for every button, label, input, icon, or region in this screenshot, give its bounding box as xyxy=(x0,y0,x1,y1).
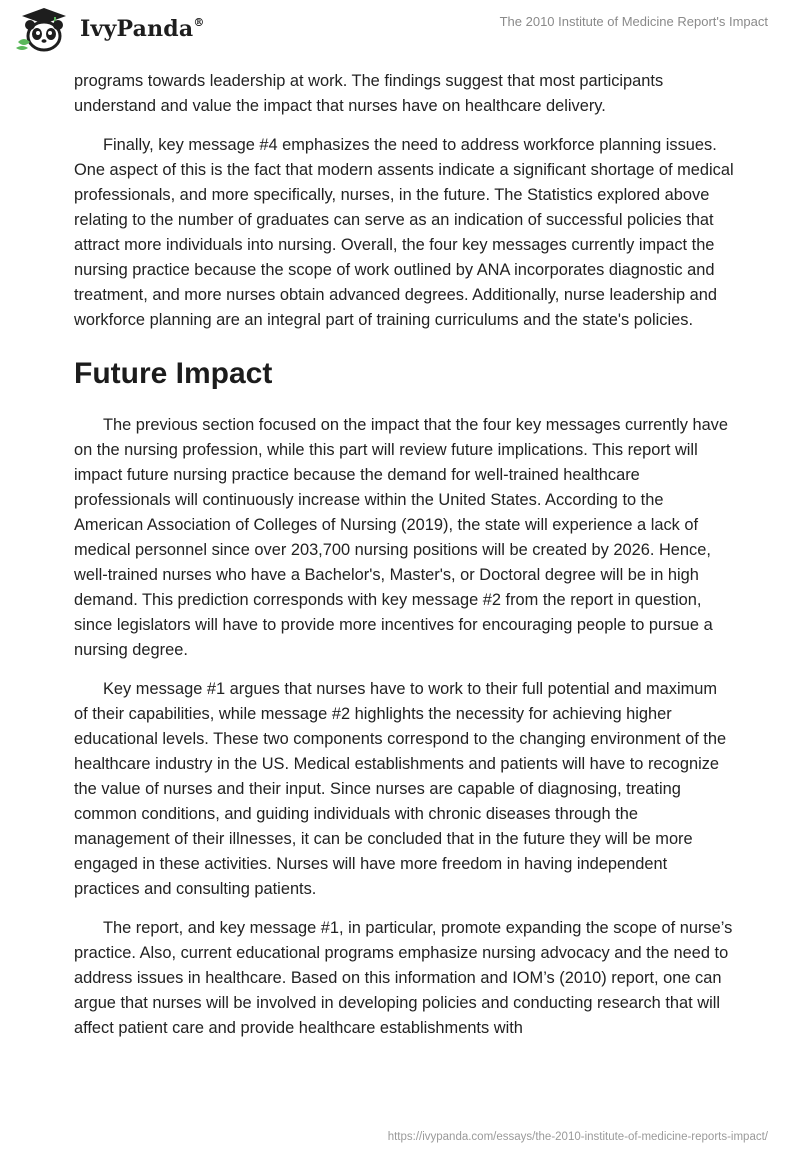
panda-graduate-icon xyxy=(14,6,74,52)
registered-mark: ® xyxy=(193,15,205,29)
running-title: The 2010 Institute of Medicine Report's Impact xyxy=(499,14,768,29)
paragraph: Key message #1 argues that nurses have to work to their full potential and maximum of their capabilities, while message #2 highlights the necessity for achieving higher educational levels. These two components correspond to the changing environment of the healthcare industry in the US. Medical establishments and patients will have to recognize the value of nurses and their input. Since nurses are capable of diagnosing, treating common conditions, and guiding individuals with chronic diseases through the management of their illnesses, it can be concluded that in the future they will be more engaged in these activities. Nurses will have more freedom in having independent practices and consulting patients. xyxy=(74,680,727,898)
section-heading: Future Impact xyxy=(74,357,273,390)
paragraph: Finally, key message #4 emphasizes the need to address workforce planning issues. One aspect of this is the fact that modern assents indicate a significant shortage of medical professionals, and more specifically, nurses, in the future. The Statistics explored above relating to the number of graduates can serve as an indication of successful policies that attract more individuals into nursing. Overall, the four key messages currently impact the nursing practice because the scope of work outlined by ANA incorporates diagnostic and treatment, and more nurses obtain advanced degrees. Additionally, nurse leadership and workforce planning are an integral part of training curriculums and the state's policies. xyxy=(74,136,734,329)
paragraph: The previous section focused on the impact that the four key messages currently have on the nursing profession, while this part will review future implications. This report will impact future nursing practice because the demand for well-trained healthcare professionals will continuously increase within the United States. According to the American Association of Colleges of Nursing (2019), the state will experience a lack of medical personnel since over 203,700 nursing positions will be created by 2026. Hence, well-trained nurses who have a Bachelor's, Master's, or Doctoral degree will be in high demand. This prediction corresponds with key message #2 from the report in question, since legislators will have to provide more incentives for encouraging people to pursue a nursing degree. xyxy=(74,416,728,659)
ivypanda-logo[interactable] xyxy=(14,6,205,52)
paragraph: The report, and key message #1, in particular, promote expanding the scope of nurse’s practice. Also, current educational programs emphasize nursing advocacy and the need to address issues in healthcare. Based on this information and IOM’s (2010) report, one can argue that nurses will be involved in developing policies and conducting research that will affect patient care and provide healthcare establishments with xyxy=(74,919,733,1037)
page-header xyxy=(0,0,800,70)
source-url-link[interactable]: https://ivypanda.com/essays/the-2010-institute-of-medicine-reports-impact/ xyxy=(387,1131,768,1143)
paragraph: programs towards leadership at work. The findings suggest that most participants understand and value the impact that nurses have on healthcare delivery. xyxy=(74,72,664,115)
essay-body xyxy=(74,69,734,1055)
logo-wordmark: IvyPanda® xyxy=(80,15,205,42)
